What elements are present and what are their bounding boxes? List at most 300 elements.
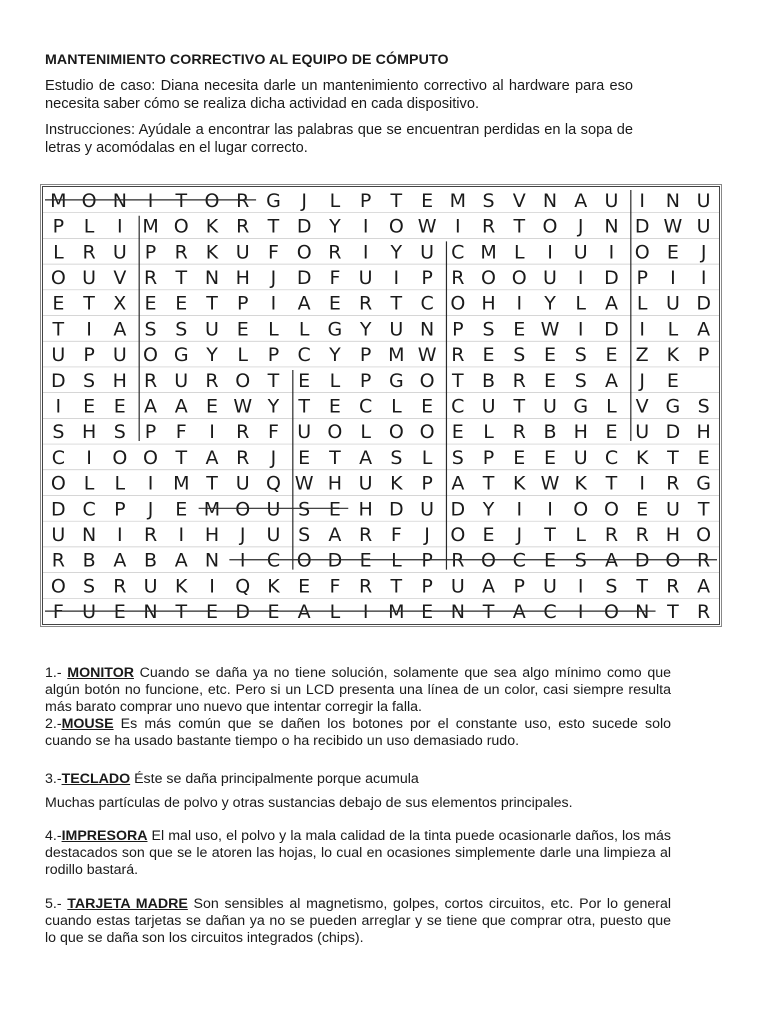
grid-letter: E xyxy=(421,601,434,624)
grid-letter: T xyxy=(452,369,464,392)
grid-letter: K xyxy=(205,241,219,264)
grid-letter: H xyxy=(696,421,711,444)
grid-letter: N xyxy=(450,601,465,624)
grid-letter: A xyxy=(512,601,526,624)
grid-letter: U xyxy=(358,266,373,289)
grid-letter: I xyxy=(577,266,584,289)
grid-letter: A xyxy=(297,292,311,315)
grid-letter: J xyxy=(424,524,430,547)
grid-letter: U xyxy=(112,344,127,367)
grid-letter: K xyxy=(513,472,526,495)
grid-letter: E xyxy=(421,395,434,418)
grid-letter: R xyxy=(666,472,680,495)
grid-letter: L xyxy=(513,241,525,264)
grid-letter: Y xyxy=(329,344,341,367)
grid-letter: R xyxy=(697,549,711,572)
grid-letter: I xyxy=(639,318,645,341)
grid-letter: O xyxy=(50,575,66,598)
grid-letter: A xyxy=(174,395,188,418)
item-text: El mal uso, el polvo y la mala calidad de la tinta puede ocasionarle daños, los más destacados son que se le atoren las hojas, lo cual en ocasiones simplemente darle una limpieza al rodillo bastará. xyxy=(45,828,671,878)
grid-letter: I xyxy=(516,498,523,521)
grid-letter: S xyxy=(574,549,587,572)
grid-letter: S xyxy=(83,369,96,392)
grid-letter: J xyxy=(516,524,523,547)
grid-letter: C xyxy=(512,549,526,572)
grid-letter: O xyxy=(603,498,619,521)
grid-letter: N xyxy=(112,189,127,212)
instructions-text: Instrucciones: Ayúdale a encontrar las palabras que se encuentran perdidas en la sopa de letras y acomódalas en el lugar correcto. xyxy=(45,122,633,156)
grid-letter: C xyxy=(420,292,434,315)
grid-letter: T xyxy=(390,292,403,315)
grid-letter: U xyxy=(358,472,373,495)
grid-letter: L xyxy=(636,292,648,315)
grid-letter: E xyxy=(482,524,495,547)
grid-letter: I xyxy=(147,472,154,495)
grid-letter: W xyxy=(663,215,683,238)
grid-letter: A xyxy=(697,575,711,598)
grid-letter: B xyxy=(82,549,96,572)
grid-letter: R xyxy=(236,421,250,444)
grid-letter: P xyxy=(83,344,95,367)
grid-letter: S xyxy=(83,575,96,598)
grid-letter: T xyxy=(513,215,526,238)
grid-letter: S xyxy=(113,421,126,444)
grid-letter: S xyxy=(697,395,710,418)
grid-letter: E xyxy=(205,395,219,418)
grid-letter: G xyxy=(573,395,589,418)
grid-letter: C xyxy=(543,601,557,624)
grid-letter: X xyxy=(113,292,127,315)
grid-letter: M xyxy=(388,344,405,367)
list-item xyxy=(45,795,671,812)
item-text: Muchas partículas de polvo y otras sustancias debajo de sus elementos principales. xyxy=(45,795,573,811)
grid-letter: F xyxy=(267,421,279,444)
grid-letter: U xyxy=(696,189,711,212)
grid-letter: U xyxy=(112,241,127,264)
grid-letter: P xyxy=(421,575,433,598)
grid-letter: M xyxy=(50,189,67,212)
letter-grid-svg xyxy=(43,187,719,624)
grid-letter: I xyxy=(547,241,553,264)
grid-letter: E xyxy=(636,498,649,521)
grid-letter: I xyxy=(239,549,246,572)
grid-letter: U xyxy=(266,524,281,547)
grid-letter: J xyxy=(700,241,707,264)
grid-letter: A xyxy=(604,369,618,392)
grid-letter: G xyxy=(388,369,404,392)
grid-letter: H xyxy=(327,472,343,495)
grid-letter: L xyxy=(114,472,126,495)
grid-letter: E xyxy=(328,292,341,315)
grid-letter: F xyxy=(52,601,64,624)
grid-letter: S xyxy=(390,446,403,469)
list-item xyxy=(45,771,671,788)
grid-letter: I xyxy=(209,575,215,598)
grid-letter: D xyxy=(696,292,711,315)
grid-letter: R xyxy=(512,369,526,392)
grid-letter: I xyxy=(270,292,277,315)
grid-letter: O xyxy=(481,549,497,572)
grid-letter: E xyxy=(113,601,126,624)
grid-letter: S xyxy=(605,575,618,598)
grid-letter: G xyxy=(327,318,343,341)
list-item xyxy=(45,716,671,750)
grid-letter: L xyxy=(53,241,64,264)
grid-letter: L xyxy=(298,318,310,341)
grid-letter: J xyxy=(239,524,246,547)
grid-letter: O xyxy=(50,472,66,495)
grid-letter: S xyxy=(52,421,65,444)
grid-letter: U xyxy=(235,241,250,264)
grid-letter: H xyxy=(358,498,373,521)
grid-letter: I xyxy=(577,318,584,341)
grid-letter: Y xyxy=(267,395,280,418)
grid-letter: O xyxy=(50,266,66,289)
grid-letter: E xyxy=(513,446,526,469)
grid-letter: G xyxy=(665,395,681,418)
grid-letter: U xyxy=(696,215,711,238)
grid-letter: B xyxy=(482,369,496,392)
grid-letter: A xyxy=(574,189,588,212)
grid-letter: P xyxy=(513,575,526,598)
answer-word: MOUSE xyxy=(61,716,114,732)
item-number: 1.- xyxy=(45,665,68,681)
grid-letter: O xyxy=(419,421,435,444)
grid-letter: F xyxy=(329,266,341,289)
grid-letter: U xyxy=(51,524,66,547)
grid-letter: L xyxy=(421,446,433,469)
grid-letter: C xyxy=(51,446,66,469)
grid-letter: H xyxy=(573,421,588,444)
grid-letter: E xyxy=(267,601,280,624)
answer-word: MONITOR xyxy=(67,665,134,681)
grid-letter: Y xyxy=(206,344,218,367)
grid-letter: I xyxy=(547,498,553,521)
grid-letter: T xyxy=(83,292,95,315)
grid-letter: C xyxy=(451,241,465,264)
grid-letter: U xyxy=(82,601,97,624)
grid-letter: S xyxy=(451,446,464,469)
grid-letter: L xyxy=(360,421,371,444)
grid-letter: J xyxy=(639,369,645,392)
grid-letter: L xyxy=(329,369,341,392)
grid-letter: P xyxy=(144,241,157,264)
grid-letter: I xyxy=(516,292,523,315)
grid-letter: D xyxy=(51,498,66,521)
grid-letter: S xyxy=(482,318,495,341)
grid-letter: O xyxy=(603,601,619,624)
grid-letter: S xyxy=(574,344,587,367)
grid-letter: E xyxy=(205,601,219,624)
grid-letter: A xyxy=(328,524,342,547)
grid-letter: E xyxy=(543,549,557,572)
grid-letter: U xyxy=(174,369,189,392)
grid-letter: T xyxy=(697,498,710,521)
grid-letter: M xyxy=(480,241,497,264)
grid-letter: E xyxy=(52,292,65,315)
grid-letter: R xyxy=(451,344,465,367)
grid-letter: Q xyxy=(235,575,251,598)
grid-letter: K xyxy=(390,472,403,495)
grid-letter: W xyxy=(417,344,437,367)
grid-letter: T xyxy=(267,215,280,238)
grid-letter: E xyxy=(298,369,311,392)
item-number: 5.- xyxy=(45,896,68,912)
grid-letter: O xyxy=(388,215,404,238)
grid-letter: O xyxy=(112,446,128,469)
grid-letter: T xyxy=(298,395,310,418)
grid-letter: T xyxy=(52,318,65,341)
grid-letter: P xyxy=(421,472,433,495)
grid-letter: I xyxy=(178,524,185,547)
item-number: 4.- xyxy=(45,828,62,844)
grid-letter: S xyxy=(298,498,311,521)
grid-letter: O xyxy=(173,215,189,238)
grid-letter: R xyxy=(328,241,342,264)
grid-letter: T xyxy=(175,189,188,212)
list-item xyxy=(45,665,671,716)
grid-letter: E xyxy=(328,498,341,521)
grid-letter: A xyxy=(144,395,158,418)
grid-letter: E xyxy=(175,292,188,315)
grid-letter: U xyxy=(481,395,496,418)
grid-letter: Y xyxy=(359,318,372,341)
grid-letter: A xyxy=(604,292,618,315)
grid-letter: I xyxy=(639,472,645,495)
grid-letter: J xyxy=(270,266,277,289)
grid-letter: C xyxy=(266,549,281,572)
grid-letter: L xyxy=(329,189,341,212)
grid-letter: U xyxy=(143,575,158,598)
grid-letter: D xyxy=(665,421,681,444)
item-text: Éste se daña principalmente porque acumula xyxy=(130,771,419,787)
grid-letter: U xyxy=(297,421,312,444)
grid-letter: B xyxy=(543,421,557,444)
grid-letter: P xyxy=(114,498,126,521)
grid-letter: U xyxy=(420,498,435,521)
grid-letter: E xyxy=(359,549,372,572)
grid-letter: W xyxy=(540,472,560,495)
grid-letter: R xyxy=(359,524,373,547)
grid-letter: U xyxy=(573,446,588,469)
grid-letter: P xyxy=(421,266,433,289)
grid-letter: N xyxy=(542,189,558,212)
grid-letter: T xyxy=(329,446,341,469)
grid-letter: I xyxy=(608,241,615,264)
grid-letter: A xyxy=(113,549,127,572)
item-text: Es más común que se dañen los botones por el constante uso, esto sucede solo cuando se ha usado bastante tiempo o ha recibido un uso demasiado rudo. xyxy=(45,716,671,749)
grid-letter: Y xyxy=(329,215,341,238)
grid-letter: O xyxy=(143,446,159,469)
grid-letter: A xyxy=(482,575,496,598)
grid-letter: E xyxy=(697,446,710,469)
grid-letter: Y xyxy=(544,292,556,315)
grid-letter: E xyxy=(482,344,495,367)
grid-letter: D xyxy=(634,215,650,238)
grid-letter: I xyxy=(670,266,676,289)
grid-letter: T xyxy=(482,601,495,624)
grid-letter: L xyxy=(575,292,587,315)
grid-letter: N xyxy=(419,318,435,341)
grid-letter: A xyxy=(697,318,711,341)
grid-letter: L xyxy=(483,421,494,444)
grid-letter: R xyxy=(236,189,250,212)
grid-letter: D xyxy=(296,266,312,289)
grid-letter: E xyxy=(543,446,557,469)
grid-letter: O xyxy=(450,524,466,547)
grid-letter: I xyxy=(700,266,707,289)
grid-letter: M xyxy=(173,472,190,495)
grid-letter: N xyxy=(665,189,681,212)
grid-letter: P xyxy=(482,446,495,469)
grid-letter: A xyxy=(174,549,188,572)
grid-letter: G xyxy=(266,189,281,212)
grid-letter: U xyxy=(389,318,404,341)
grid-letter: F xyxy=(390,524,402,547)
grid-letter: K xyxy=(635,446,649,469)
grid-letter: H xyxy=(112,369,127,392)
grid-letter: R xyxy=(697,601,711,624)
grid-letter: R xyxy=(635,524,649,547)
grid-letter: G xyxy=(173,344,189,367)
answer-word: TARJETA MADRE xyxy=(67,896,188,912)
grid-letter: U xyxy=(82,266,97,289)
grid-letter: I xyxy=(577,575,584,598)
answer-word: IMPRESORA xyxy=(61,828,148,844)
grid-letter: H xyxy=(481,292,496,315)
grid-letter: F xyxy=(267,241,279,264)
grid-letter: P xyxy=(359,369,372,392)
grid-letter: H xyxy=(204,524,220,547)
grid-letter: O xyxy=(235,498,251,521)
grid-letter: I xyxy=(362,241,369,264)
word-search-grid xyxy=(42,186,720,625)
grid-letter: R xyxy=(481,215,496,238)
grid-letter: R xyxy=(143,266,158,289)
grid-letter: E xyxy=(298,446,311,469)
grid-letter: M xyxy=(449,189,467,212)
grid-letter: I xyxy=(117,524,123,547)
grid-letter: J xyxy=(270,446,277,469)
grid-letter: W xyxy=(294,472,314,495)
grid-letter: H xyxy=(81,421,97,444)
grid-letter: D xyxy=(235,601,251,624)
grid-letter: P xyxy=(144,421,157,444)
grid-letter: E xyxy=(543,369,557,392)
grid-letter: L xyxy=(667,318,679,341)
grid-letter: U xyxy=(235,472,250,495)
grid-letter: N xyxy=(635,601,650,624)
grid-letter: Y xyxy=(390,241,403,264)
grid-letter: R xyxy=(174,241,188,264)
grid-letter: S xyxy=(482,189,495,212)
grid-letter: D xyxy=(604,266,619,289)
grid-letter: R xyxy=(236,446,250,469)
grid-letter: E xyxy=(605,344,618,367)
grid-letter: R xyxy=(359,292,373,315)
grid-letter: U xyxy=(543,266,557,289)
grid-letter: I xyxy=(577,601,584,624)
grid-letter: V xyxy=(635,395,649,418)
grid-letter: L xyxy=(83,215,95,238)
grid-letter: P xyxy=(359,189,372,212)
grid-letter: S xyxy=(298,524,311,547)
grid-letter: L xyxy=(606,395,617,418)
grid-letter: E xyxy=(298,575,311,598)
grid-letter: D xyxy=(450,498,466,521)
grid-letter: F xyxy=(175,421,187,444)
case-study-text: Estudio de caso: Diana necesita darle un mantenimiento correctivo al hardware para eso necesita saber cómo se realiza dicha actividad en cada dispositivo. xyxy=(45,78,633,112)
grid-letter: O xyxy=(296,241,312,264)
grid-letter: L xyxy=(575,524,587,547)
grid-letter: O xyxy=(696,524,712,547)
item-number: 3.- xyxy=(45,771,62,787)
grid-letter: S xyxy=(513,344,526,367)
grid-letter: N xyxy=(204,266,220,289)
grid-letter: E xyxy=(543,344,557,367)
grid-letter: O xyxy=(81,189,97,212)
grid-letter: E xyxy=(328,395,341,418)
grid-letter: I xyxy=(362,215,369,238)
grid-letter: P xyxy=(236,292,249,315)
grid-letter: U xyxy=(266,498,281,521)
grid-letter: B xyxy=(144,549,158,572)
grid-letter: D xyxy=(327,549,343,572)
grid-letter: A xyxy=(205,446,219,469)
grid-letter: A xyxy=(451,472,465,495)
grid-letter: K xyxy=(666,344,680,367)
grid-letter: T xyxy=(544,524,556,547)
grid-letter: U xyxy=(665,498,680,521)
grid-letter: D xyxy=(296,215,312,238)
grid-letter: P xyxy=(421,549,433,572)
grid-letter: L xyxy=(268,318,279,341)
grid-letter: J xyxy=(577,215,584,238)
grid-letter: T xyxy=(605,472,618,495)
grid-letter: H xyxy=(665,524,681,547)
grid-letter: P xyxy=(636,266,648,289)
grid-letter: A xyxy=(359,446,373,469)
grid-letter: E xyxy=(236,318,249,341)
grid-letter: F xyxy=(329,575,341,598)
grid-letter: T xyxy=(206,472,218,495)
grid-letter: W xyxy=(417,215,437,238)
grid-letter: E xyxy=(175,498,188,521)
grid-letter: U xyxy=(51,344,66,367)
grid-letter: O xyxy=(450,292,466,315)
grid-letter: R xyxy=(451,266,465,289)
grid-letter: E xyxy=(451,421,464,444)
grid-letter: S xyxy=(144,318,157,341)
grid-letter: O xyxy=(665,549,681,572)
item-number: 2.- xyxy=(45,716,62,732)
grid-letter: Z xyxy=(635,344,649,367)
grid-letter: P xyxy=(697,344,710,367)
grid-letter: E xyxy=(513,318,526,341)
grid-letter: U xyxy=(543,575,557,598)
grid-letter: A xyxy=(604,549,618,572)
grid-letter: H xyxy=(235,266,250,289)
grid-letter: D xyxy=(604,318,619,341)
grid-letter: O xyxy=(573,498,589,521)
grid-letter: S xyxy=(574,369,587,392)
list-item xyxy=(45,828,671,879)
grid-letter: T xyxy=(667,446,679,469)
grid-letter: G xyxy=(696,472,712,495)
grid-letter: U xyxy=(543,395,557,418)
grid-letter: K xyxy=(205,215,219,238)
grid-letter: S xyxy=(175,318,188,341)
